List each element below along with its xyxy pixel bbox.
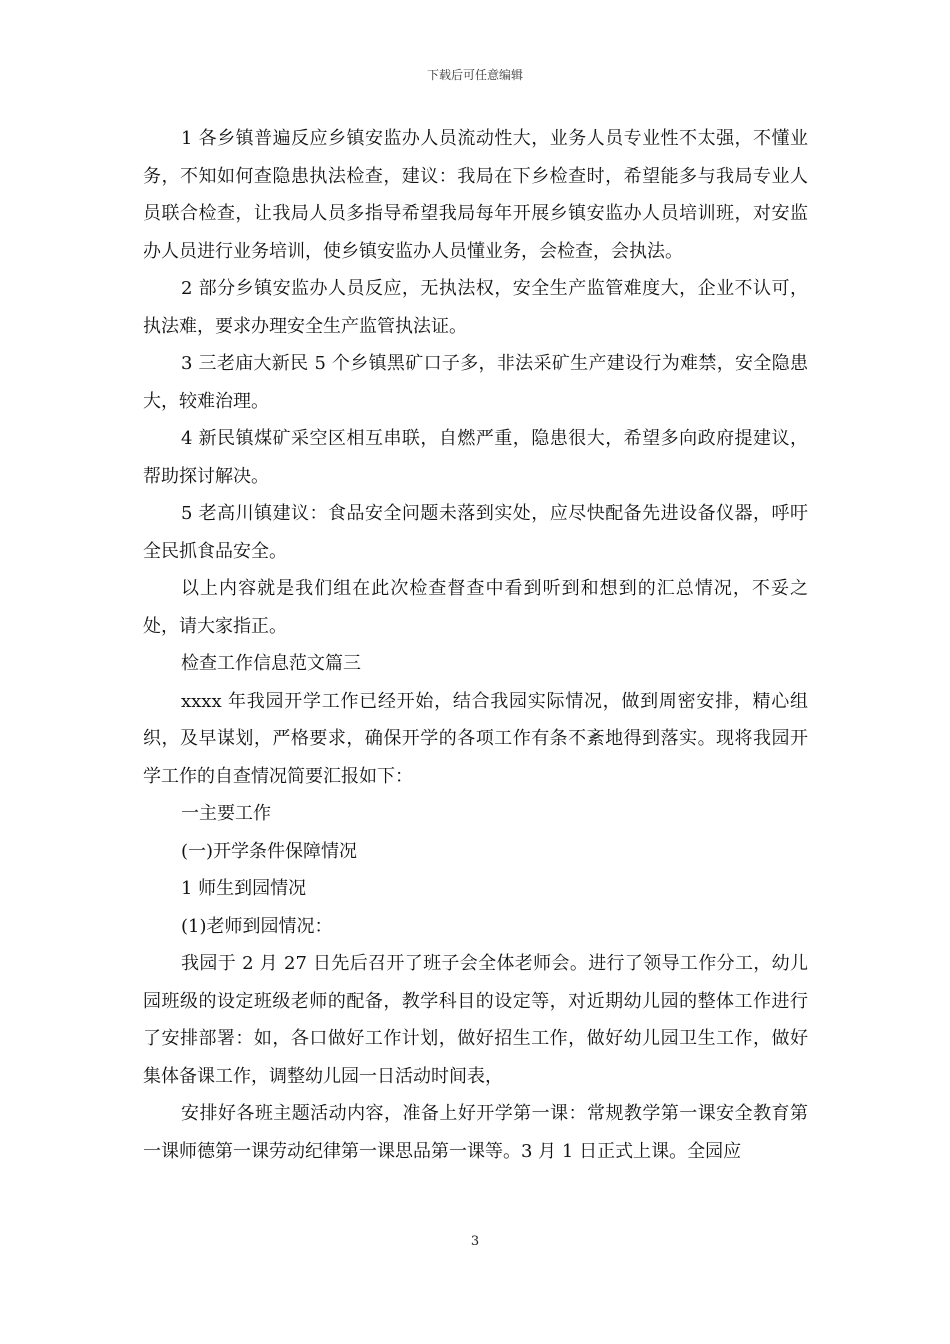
heading-main-work: 一主要工作 xyxy=(181,803,271,824)
paragraph-intro: xxxx 年我园开学工作已经开始，结合我园实际情况，做到周密安排，精心组织，及早谋划，严格要求，确保开学的各项工作有条不紊地得到落实。现将我园开学工作的自查情况简要汇报如下： xyxy=(143,690,808,787)
paragraph-2: 2 部分乡镇安监办人员反应，无执法权，安全生产监管难度大，企业不认可，执法难，要求办理安全生产监管执法证。 xyxy=(143,278,808,337)
paragraph-5: 5 老高川镇建议：食品安全问题未落到实处，应尽快配备先进设备仪器，呼吁全民抓食品安全。 xyxy=(143,503,808,562)
heading-arrival: 1 师生到园情况 xyxy=(181,878,307,899)
section-title: 检查工作信息范文篇三 xyxy=(181,653,361,674)
page-header: 下载后可任意编辑 xyxy=(426,68,523,82)
page-number: 3 xyxy=(470,1234,480,1249)
paragraph-first-lesson: 安排好各班主题活动内容，准备上好开学第一课：常规教学第一课安全教育第一课师德第一课劳动纪律第一课思品第一课等。3 月 1 日正式上课。全园应 xyxy=(143,1103,808,1162)
paragraph-summary: 以上内容就是我们组在此次检查督查中看到听到和想到的汇总情况，不妥之处，请大家指正。 xyxy=(143,578,808,637)
heading-conditions: (一)开学条件保障情况 xyxy=(181,840,358,862)
document-body xyxy=(143,120,808,1170)
paragraph-meeting: 我园于 2 月 27 日先后召开了班子会全体老师会。进行了领导工作分工，幼儿园班级的设定班级老师的配备，教学科目的设定等，对近期幼儿园的整体工作进行了安排部署：如，各口做好工作计划，做好招生工作，做好幼儿园卫生工作，做好集体备课工作，调整幼儿园一日活动时间表， xyxy=(143,953,808,1087)
paragraph-4: 4 新民镇煤矿采空区相互串联，自燃严重，隐患很大，希望多向政府提建议，帮助探讨解决。 xyxy=(143,428,808,487)
paragraph-3: 3 三老庙大新民 5 个乡镇黑矿口子多，非法采矿生产建设行为难禁，安全隐患大，较难治理。 xyxy=(143,353,808,412)
heading-teacher-arrival: (1)老师到园情况： xyxy=(181,915,333,937)
paragraph-1: 1 各乡镇普遍反应乡镇安监办人员流动性大，业务人员专业性不太强，不懂业务，不知如何查隐患执法检查，建议：我局在下乡检查时，希望能多与我局专业人员联合检查，让我局人员多指导希望我局每年开展乡镇安监办人员培训班，对安监办人员进行业务培训，使乡镇安监办人员懂业务，会检查，会执法。 xyxy=(143,128,808,262)
